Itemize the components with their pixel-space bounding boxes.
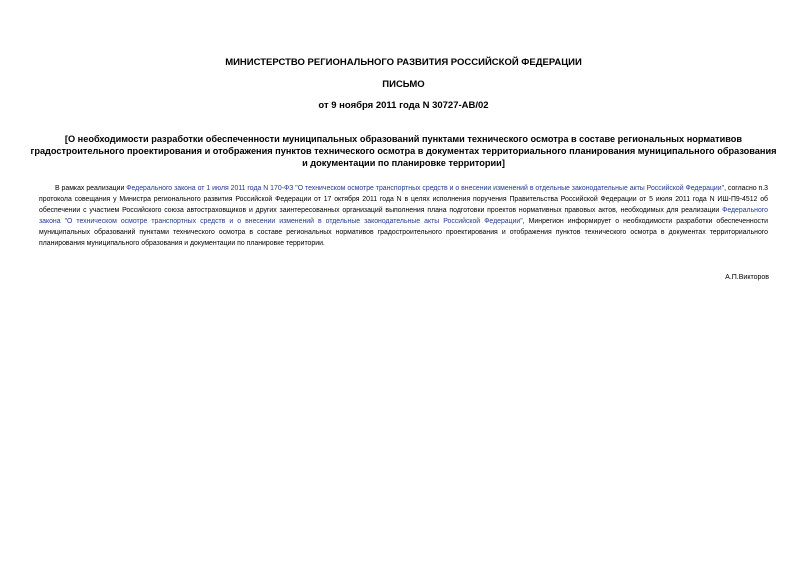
- document-type: ПИСЬМО: [382, 79, 425, 90]
- federal-law-link-2[interactable]: Федерального закона "О техническом осмотре транспортных средств и о внесении изменений в отдельные законодательные акты Российской Федерации": [39, 207, 768, 225]
- federal-law-link-1[interactable]: Федерального закона от 1 июля 2011 года N 170-ФЗ "О техническом осмотре транспортных средств и о внесении изменений в отдельные законодательные акты Российской Федерации": [126, 185, 725, 192]
- document-date-number: от 9 ноября 2011 года N 30727-АВ/02: [318, 100, 489, 111]
- ministry-title: МИНИСТЕРСТВО РЕГИОНАЛЬНОГО РАЗВИТИЯ РОССИЙСКОЙ ФЕДЕРАЦИИ: [225, 57, 582, 68]
- document-body: [39, 183, 768, 249]
- body-text-part-3: , Минрегион информирует о необходимости разработки обеспеченности муниципальных образований пунктами технического осмотра в составе региональных нормативов градостроительного проектирования и отображения пунктов технического осмотра в документах территориального планирования муниципального образования и документации по планировке территории.: [39, 218, 769, 247]
- body-text-part-1: В рамках реализации: [55, 185, 127, 192]
- body-text-part-2: , согласно п.3 протокола совещания у Министра регионального развития Российской Федерации от 17 октября 2011 года N в целях исполнения поручения Правительства Российской Федерации от 5 июля 2011 года N ИШ-П9-4512 об обеспечении с участием Российского союза автостраховщиков и других заинтересованных организаций выполнения плана подготовки проектов нормативных правовых актов, необходимых для реализации: [39, 185, 768, 214]
- document-subject: [О необходимости разработки обеспеченности муниципальных образований пунктами технического осмотра в составе региональных нормативов градостроительного проектирования и отображения пунктов технического осмотра в документах территориального планирования муниципального образования и документации по планировке территории]: [30, 134, 777, 168]
- signature: А.П.Викторов: [725, 274, 769, 281]
- body-paragraph: [39, 183, 768, 249]
